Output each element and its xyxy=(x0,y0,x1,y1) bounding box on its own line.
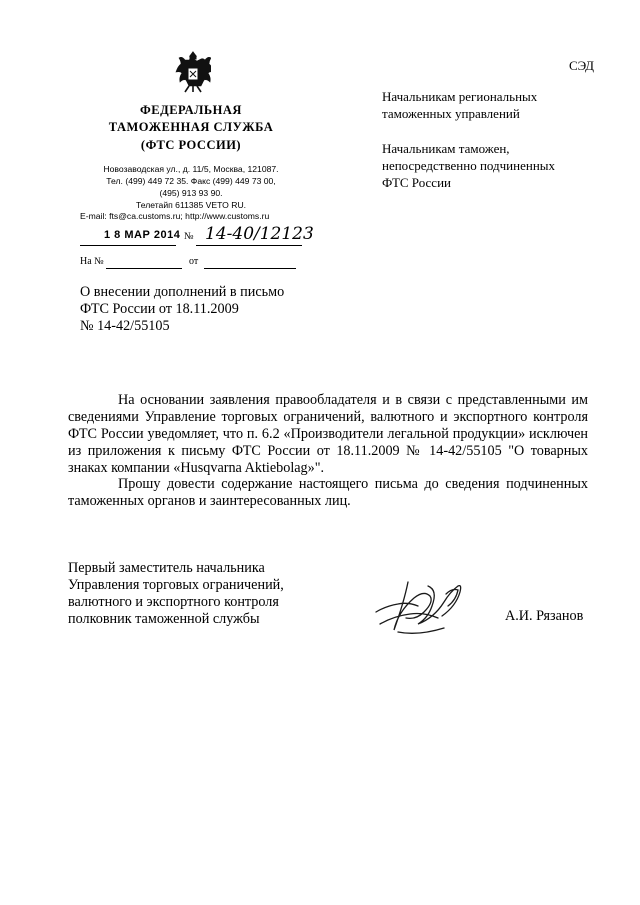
russian-eagle-emblem-icon xyxy=(175,50,211,94)
org-name-line3: (ФТС РОССИИ) xyxy=(140,138,242,152)
address-line: Новозаводская ул., д. 11/5, Москва, 121087. xyxy=(103,164,279,174)
body-paragraph-2: Прошу довести содержание настоящего письма до сведения подчиненных таможенных органов и заинтересованных лиц. xyxy=(68,476,588,509)
registration-number: 14-40/12123 xyxy=(205,224,314,244)
org-name-line2: ТАМОЖЕННАЯ СЛУЖБА xyxy=(108,120,274,134)
sender-email: E-mail: fts@ca.customs.ru; http://www.customs.ru xyxy=(80,211,270,221)
signer-position-line: Управления торговых ограничений, xyxy=(68,577,284,593)
signer-position xyxy=(68,560,284,628)
recipient-group-1 xyxy=(382,88,537,122)
reference-date-label: от xyxy=(189,256,199,267)
signer-name: А.И. Рязанов xyxy=(505,608,584,624)
address-line: (495) 913 93 90. xyxy=(159,188,223,198)
recipient-line: Начальникам таможен, xyxy=(382,141,510,156)
reference-date-blank xyxy=(204,268,296,269)
subject-line: О внесении дополнений в письмо xyxy=(80,284,285,300)
recipient-line: таможенных управлений xyxy=(382,106,520,121)
address-line: Телетайп 611385 VETO RU. xyxy=(135,200,247,210)
subject-line: № 14-42/55105 xyxy=(80,318,170,334)
signer-position-line: полковник таможенной службы xyxy=(68,611,260,627)
letter-subject xyxy=(80,284,284,335)
body-paragraph-1: На основании заявления правообладателя и в связи с представленными им сведениями Управление торговых ограничений, валютного и экспортного контроля ФТС России уведомляет, что п. 6.2 «Производители легальной продукции» исключен из приложения к письму ФТС России от 18.11.2009 № 14-42/55105 "О товарных знаках компании «Husqvarna Aktiebolag»". xyxy=(68,392,588,476)
recipient-line: Начальникам региональных xyxy=(382,89,538,104)
subject-line: ФТС России от 18.11.2009 xyxy=(80,301,239,317)
org-name-line1: ФЕДЕРАЛЬНАЯ xyxy=(140,103,242,117)
handwritten-signature-icon xyxy=(368,572,478,642)
date-underline xyxy=(80,245,176,246)
signer-position-line: валютного и экспортного контроля xyxy=(68,594,279,610)
sender-address xyxy=(78,163,304,211)
signer-position-line: Первый заместитель начальника xyxy=(68,560,265,576)
recipient-line: непосредственно подчиненных xyxy=(382,158,556,173)
registration-date: 1 8 МАР 2014 xyxy=(104,229,181,241)
reference-number-label: На № xyxy=(80,256,104,267)
number-underline xyxy=(196,245,302,246)
reference-number-blank xyxy=(106,268,182,269)
recipient-group-2 xyxy=(382,140,555,191)
document-mark: СЭД xyxy=(569,58,595,73)
number-sign: № xyxy=(184,231,194,242)
address-line: Тел. (499) 449 72 35. Факс (499) 449 73 00, xyxy=(106,176,276,186)
recipient-line: ФТС России xyxy=(382,175,451,190)
